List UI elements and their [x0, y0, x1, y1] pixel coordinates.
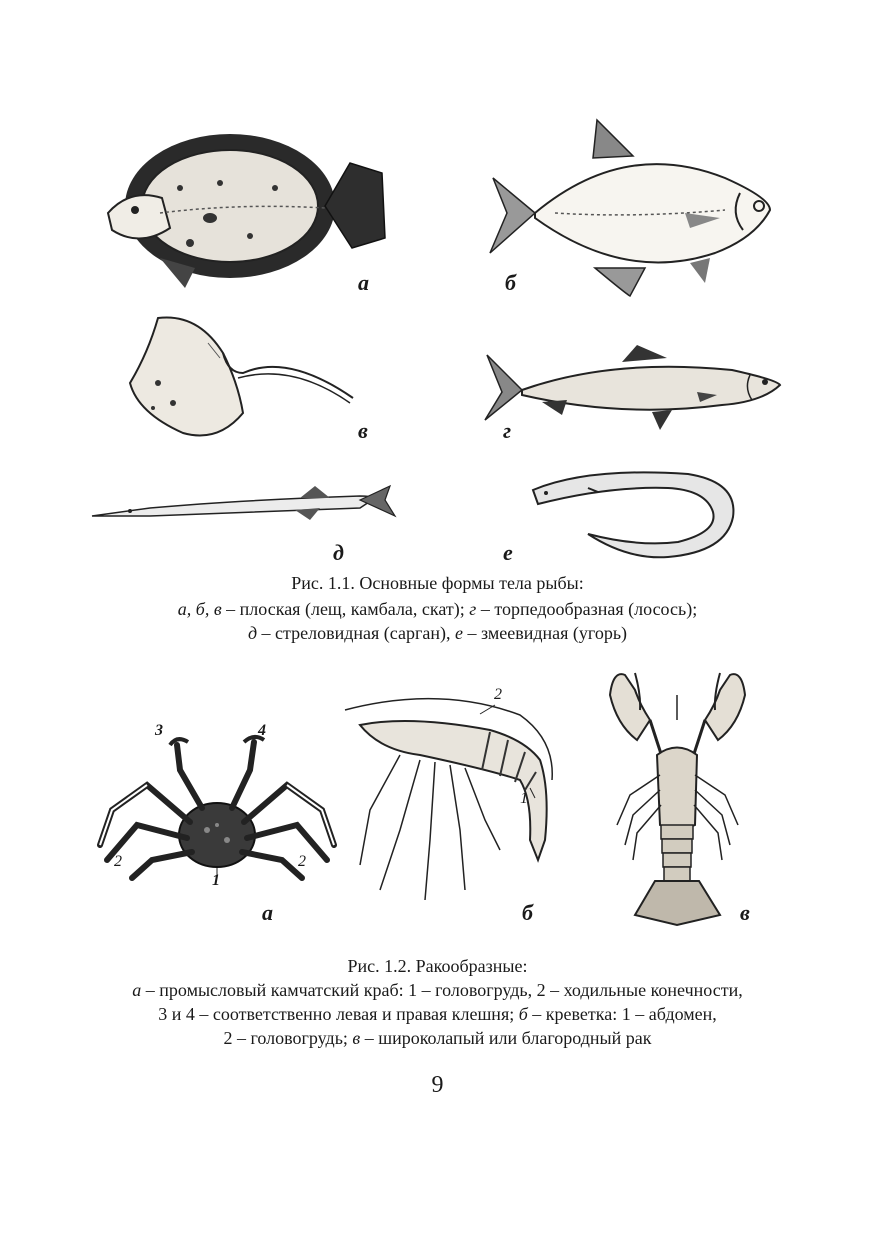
caption-letter: а [132, 980, 142, 1000]
figure1-label-e: е [503, 540, 513, 565]
caption-text: 3 и 4 – соответственно левая и правая клешня; [158, 1004, 519, 1024]
caption-text: – широколапый или благородный рак [360, 1028, 652, 1048]
figure1-caption-title [0, 572, 875, 594]
garfish-illustration [90, 478, 400, 528]
shrimp-number-1: 1 [520, 790, 528, 807]
figure1-caption-line3 [0, 622, 875, 644]
caption-text: – плоская (лещ, камбала, скат); [221, 599, 470, 619]
caption-text: – креветка: 1 – абдомен, [527, 1004, 717, 1024]
crayfish-illustration [595, 665, 760, 935]
figure2-caption-line3 [0, 1003, 875, 1025]
shrimp-number-2: 2 [494, 686, 502, 703]
figure2-label-b: б [522, 900, 533, 925]
crab-number-2-left: 2 [114, 853, 122, 870]
caption-letters: а, б, в [177, 599, 222, 619]
caption-letter: г [469, 599, 477, 619]
figure2-caption-title [0, 955, 875, 977]
caption-text: – торпедообразная (лосось); [476, 599, 698, 619]
caption-text: 2 – головогрудь; [223, 1028, 353, 1048]
crab-number-1: 1 [212, 872, 220, 889]
crab-number-2-right: 2 [298, 853, 306, 870]
caption-letter: е [454, 623, 463, 643]
caption-text: – стреловидная (сарган), [257, 623, 455, 643]
shrimp-illustration [340, 690, 570, 905]
caption-letter: б [518, 1004, 528, 1024]
caption-title-text: Рис. 1.2. Ракообразные: [347, 956, 528, 976]
caption-letter: в [352, 1028, 361, 1048]
figure2-label-a: а [262, 900, 273, 925]
figure1-label-b: б [505, 270, 516, 295]
figure1-caption-line2 [0, 598, 875, 620]
crab-number-4: 4 [258, 722, 266, 739]
figure1-label-d: д [333, 540, 344, 565]
salmon-illustration [482, 340, 787, 435]
skate-illustration [128, 313, 358, 443]
figure1-label-a: а [358, 270, 369, 295]
figure2-caption-line2 [0, 979, 875, 1001]
crab-number-3: 3 [155, 722, 163, 739]
flounder-illustration [100, 118, 390, 293]
figure1-label-g: г [503, 418, 512, 443]
figure2-caption-line4 [0, 1027, 875, 1049]
caption-letter: д [247, 623, 258, 643]
figure2-label-v: в [740, 900, 750, 925]
caption-text: – промысловый камчатский краб: 1 – головогрудь, 2 – ходильные конечности, [141, 980, 743, 1000]
bream-illustration [485, 118, 780, 298]
page-number: 9 [431, 1072, 444, 1098]
caption-title-text: Рис. 1.1. Основные формы тела рыбы: [291, 573, 584, 593]
eel-illustration [528, 462, 743, 567]
figure1-label-v: в [358, 418, 368, 443]
caption-text: – змеевидная (угорь) [462, 623, 628, 643]
